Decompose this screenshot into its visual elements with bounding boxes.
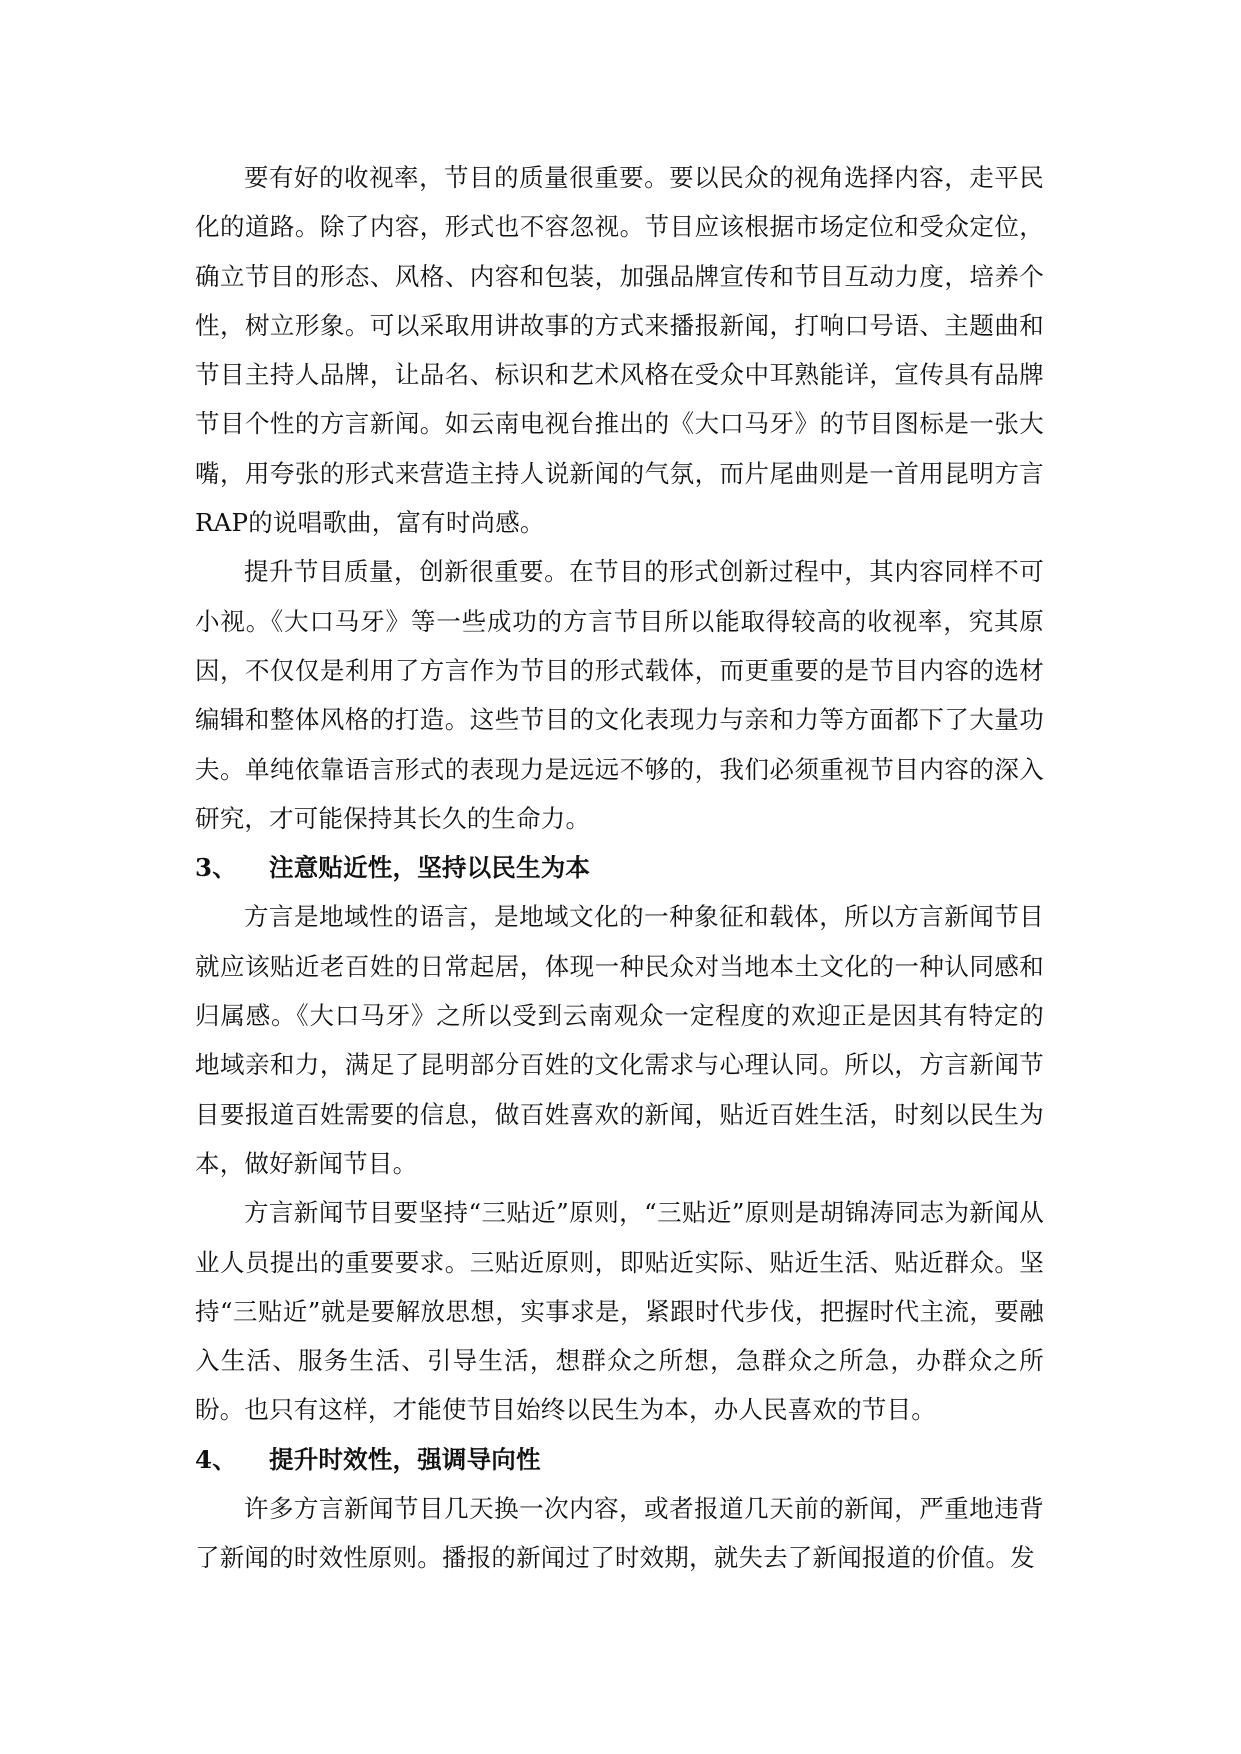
section-heading-3	[195, 843, 1044, 892]
section-title: 提升时效性，强调导向性	[269, 1444, 541, 1474]
section-heading-4	[195, 1435, 1044, 1484]
section-number: 4、	[195, 1444, 237, 1474]
body-paragraph: 方言是地域性的语言，是地域文化的一种象征和载体，所以方言新闻节目就应该贴近老百姓的日常起居，体现一种民众对当地本土文化的一种认同感和归属感。《大口马牙》之所以受到云南观众一定程度的欢迎正是因其有特定的地域亲和力，满足了昆明部分百姓的文化需求与心理认同。所以，方言新闻节目要报道百姓需要的信息，做百姓喜欢的新闻，贴近百姓生活，时刻以民生为本，做好新闻节目。	[195, 902, 1044, 1178]
body-paragraph: 要有好的收视率，节目的质量很重要。要以民众的视角选择内容，走平民化的道路。除了内容，形式也不容忽视。节目应该根据市场定位和受众定位，确立节目的形态、风格、内容和包装，加强品牌宣传和节目互动力度，培养个性，树立形象。可以采取用讲故事的方式来播报新闻，打响口号语、主题曲和节目主持人品牌，让品名、标识和艺术风格在受众中耳熟能详，宣传具有品牌节目个性的方言新闻。如云南电视台推出的《大口马牙》的节目图标是一张大嘴，用夸张的形式来营造主持人说新闻的气氛，而片尾曲则是一首用昆明方言RAP的说唱歌曲，富有时尚感。	[195, 163, 1044, 538]
body-paragraph: 方言新闻节目要坚持“三贴近”原则，“三贴近”原则是胡锦涛同志为新闻从业人员提出的重要要求。三贴近原则，即贴近实际、贴近生活、贴近群众。坚持“三贴近”就是要解放思想，实事求是，紧跟时代步伐，把握时代主流，要融入生活、服务生活、引导生活，想群众之所想，急群众之所急，办群众之所盼。也只有这样，才能使节目始终以民生为本，办人民喜欢的节目。	[195, 1198, 1044, 1425]
section-title: 注意贴近性，坚持以民生为本	[269, 853, 591, 883]
body-paragraph: 许多方言新闻节目几天换一次内容，或者报道几天前的新闻，严重地违背了新闻的时效性原则。播报的新闻过了时效期，就失去了新闻报道的价值。发	[195, 1494, 1044, 1573]
body-paragraph: 提升节目质量，创新很重要。在节目的形式创新过程中，其内容同样不可小视。《大口马牙》等一些成功的方言节目所以能取得较高的收视率，究其原因，不仅仅是利用了方言作为节目的形式载体，而更重要的是节目内容的选材编辑和整体风格的打造。这些节目的文化表现力与亲和力等方面都下了大量功夫。单纯依靠语言形式的表现力是远远不够的，我们必须重视节目内容的深入研究，才可能保持其长久的生命力。	[195, 557, 1044, 833]
section-number: 3、	[195, 853, 237, 883]
document-body	[195, 153, 1044, 1583]
